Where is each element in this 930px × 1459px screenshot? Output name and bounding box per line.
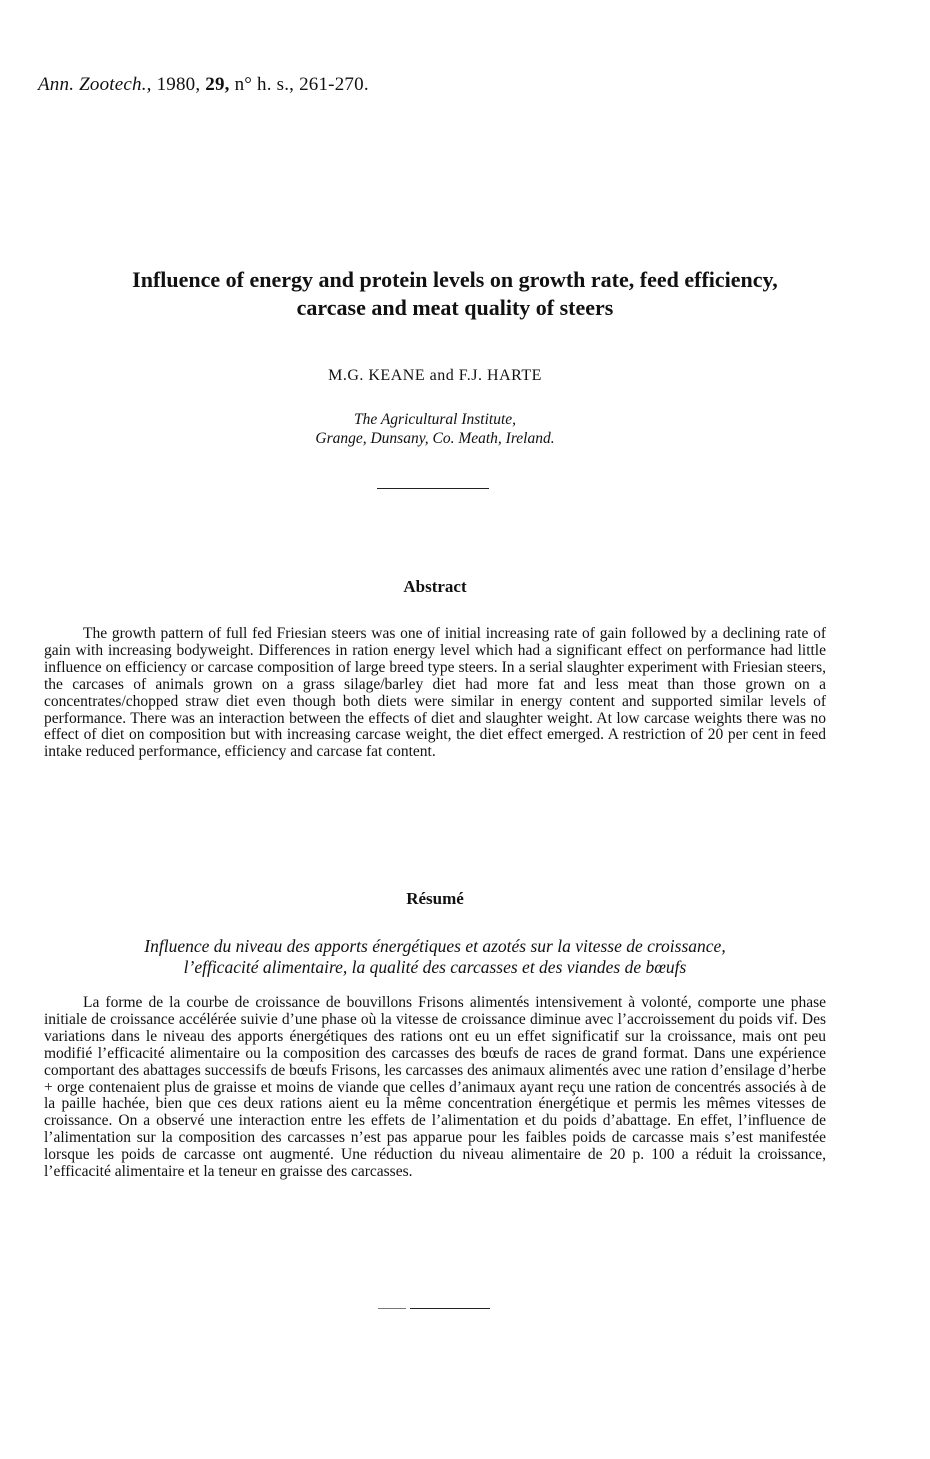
journal-citation (38, 74, 369, 96)
affiliation-line: The Agricultural Institute, (353, 411, 517, 428)
article-title (20, 266, 890, 322)
end-divider-short (378, 1308, 406, 1309)
journal-year: 1980, (156, 74, 201, 95)
resume-subtitle-line: l’efficacité alimentaire, la qualité des carcasses et des viandes de bœufs (183, 957, 687, 977)
journal-name: Ann. Zootech., (38, 74, 152, 95)
journal-volume: 29, (205, 74, 230, 95)
resume-subtitle (20, 936, 850, 978)
resume-subtitle-line: Influence du niveau des apports énergétiques et azotés sur la vitesse de croissance, (144, 936, 726, 956)
author-affiliation (0, 410, 870, 448)
abstract-body (44, 626, 826, 761)
end-divider (410, 1308, 490, 1309)
section-divider (377, 488, 489, 489)
article-authors: M.G. KEANE and F.J. HARTE (328, 367, 542, 384)
article-title-line: Influence of energy and protein levels on growth rate, feed efficiency, (132, 267, 778, 292)
article-title-line: carcase and meat quality of steers (296, 295, 614, 320)
abstract-paragraph: The growth pattern of full fed Friesian steers was one of initial increasing rate of gain followed by a declining rate of gain with increasing bodyweight. Differences in ration energy level which had a significant effect on performance had little influence on efficiency or carcase composition of large breed type steers. In a serial slaughter experiment with Friesian steers, the carcases of animals grown on a grass silage/barley diet had more fat and less meat than those grown on a concentrates/chopped straw diet even though both diets were similar in energy content and supported similar levels of performance. There was an interaction between the effects of diet and slaughter weight. At low carcase weights there was no effect of diet on composition but with increasing carcase weight, the diet effect emerged. A restriction of 20 per cent in feed intake reduced performance, efficiency and carcase fat content. (44, 625, 826, 761)
affiliation-line: Grange, Dunsany, Co. Meath, Ireland. (315, 430, 555, 447)
resume-paragraph: La forme de la courbe de croissance de bouvillons Frisons alimentés intensivement à volonté, comporte une phase initiale de croissance accélérée suivie d’une phase où la vitesse de croissance diminue avec l’accroissement du poids vif. Des variations dans le niveau des apports énergétiques des rations ont eu un effet significatif sur la croissance, mais ont peu modifié l’efficacité alimentaire ou la composition des carcasses des bœufs de races de grand format. Dans une expérience comportant des abattages successifs de bœufs Frisons, les carcasses des animaux alimentés avec une ration d’ensilage d’herbe + orge contenaient plus de graisse et moins de viande que celles d’animaux ayant reçu une ration de concentrés associés à de la paille hachée, bien que ces deux rations aient eu la même concentration énergétique et permis les mêmes vitesses de croissance. On a observé une interaction entre les effets de l’alimentation et du poids d’abattage. En effet, l’influence de l’alimentation sur la composition des carcasses n’est pas apparue pour les faibles poids de carcasse mais s’est manifestée lorsque les poids de carcasse ont augmenté. Une réduction du niveau alimentaire de 20 p. 100 a réduit la croissance, l’efficacité alimentaire et la teneur en graisse des carcasses. (44, 994, 826, 1181)
resume-body (44, 995, 826, 1181)
journal-issue-pages: n° h. s., 261-270. (234, 74, 369, 95)
resume-heading: Résumé (406, 889, 464, 908)
abstract-heading: Abstract (403, 577, 467, 596)
